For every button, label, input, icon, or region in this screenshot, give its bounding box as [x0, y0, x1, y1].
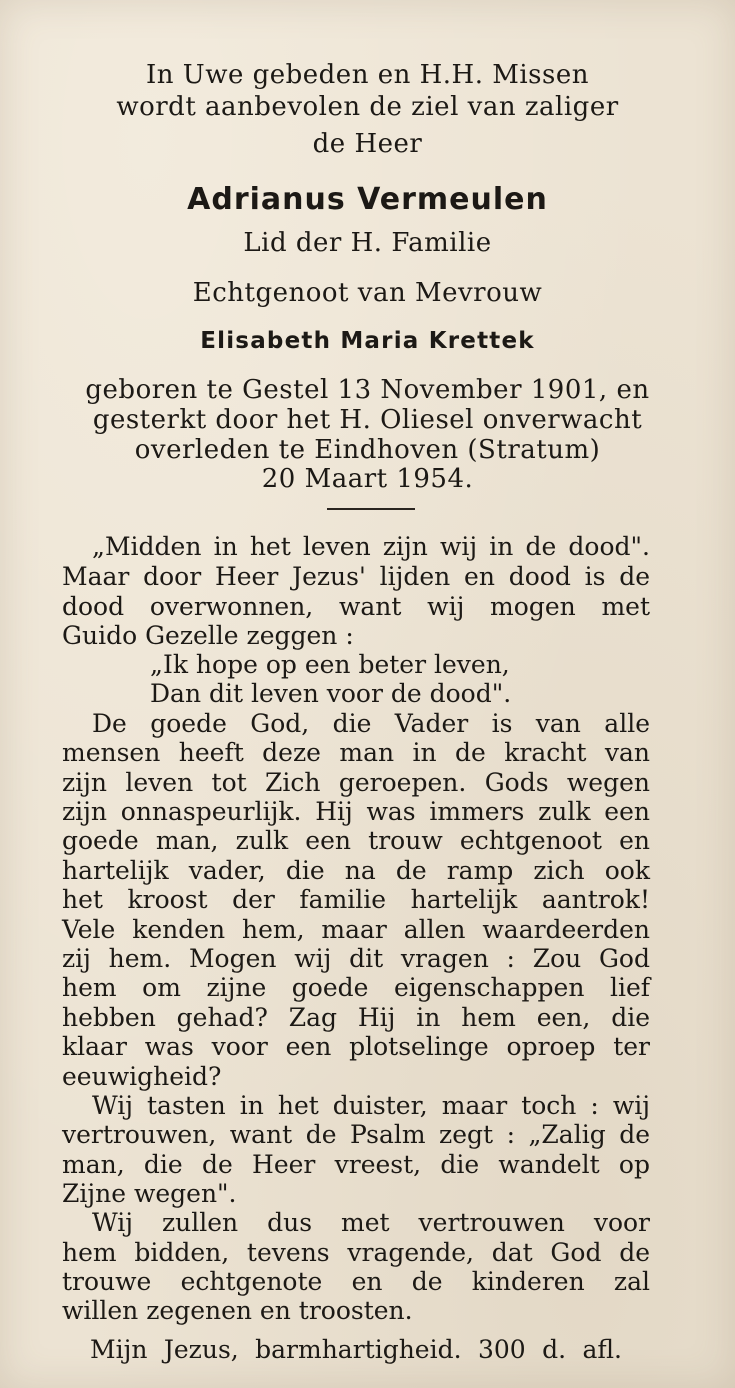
- text-line: Wij zullen dus met vertrouwen voor: [92, 1208, 650, 1237]
- text-line: zij hem. Mogen wij dit vragen : Zou God: [62, 944, 650, 973]
- prayer-line: Mijn Jezus, barmhartigheid. 300 d. afl.: [90, 1335, 622, 1364]
- text-line: hem om zijne goede eigenschappen lief: [62, 973, 650, 1002]
- life-line-3: overleden te Eindhoven (Stratum): [134, 435, 601, 465]
- text-line: het kroost der familie hartelijk aantrok!: [62, 885, 650, 914]
- header-line-3: de Heer: [312, 129, 423, 159]
- text-line: Wij tasten in het duister, maar toch : wij: [92, 1091, 650, 1120]
- text-line: Guido Gezelle zeggen :: [62, 621, 354, 650]
- text-line: „Midden in het leven zijn wij in de dood".: [92, 532, 650, 561]
- text-line: zijn onnaspeurlijk. Hij was immers zulk een: [62, 797, 650, 826]
- membership-line: Lid der H. Familie: [243, 228, 492, 258]
- text-line: trouwe echtgenote en de kinderen zal: [62, 1267, 650, 1296]
- spouse-intro: Echtgenoot van Mevrouw: [192, 278, 543, 308]
- text-line: dood overwonnen, want wij mogen met: [62, 592, 650, 621]
- text-line: Vele kenden hem, maar allen waardeerden: [62, 915, 650, 944]
- text-line: Zijne wegen".: [62, 1179, 237, 1208]
- text-line: man, die de Heer vreest, die wandelt op: [62, 1150, 650, 1179]
- text-line: hartelijk vader, die na de ramp zich ook: [62, 856, 650, 885]
- text-line: Maar door Heer Jezus' lijden en dood is de: [62, 562, 650, 591]
- life-line-4: 20 Maart 1954.: [261, 464, 474, 494]
- text-line: zijn leven tot Zich geroepen. Gods wegen: [62, 768, 650, 797]
- text-line: eeuwigheid?: [62, 1062, 222, 1091]
- text-line: hebben gehad? Zag Hij in hem een, die: [62, 1003, 650, 1032]
- spouse-name: Elisabeth Maria Krettek: [200, 328, 535, 354]
- life-line-1: geboren te Gestel 13 November 1901, en: [85, 375, 650, 405]
- poem-line: „Ik hope op een beter leven,: [150, 650, 510, 679]
- text-line: vertrouwen, want de Psalm zegt : „Zalig de: [62, 1120, 650, 1149]
- header-line-2: wordt aanbevolen de ziel van zaliger: [116, 92, 619, 122]
- header-line-1: In Uwe gebeden en H.H. Missen: [146, 60, 589, 90]
- poem-line: Dan dit leven voor de dood".: [150, 679, 512, 708]
- text-line: hem bidden, tevens vragende, dat God de: [62, 1238, 650, 1267]
- text-line: willen zegenen en troosten.: [62, 1296, 413, 1325]
- divider-rule: [327, 508, 415, 510]
- text-line: De goede God, die Vader is van alle: [92, 709, 650, 738]
- text-line: mensen heeft deze man in de kracht van: [62, 738, 650, 767]
- text-line: goede man, zulk een trouw echtgenoot en: [62, 826, 650, 855]
- text-line: klaar was voor een plotselinge oproep ter: [62, 1032, 650, 1061]
- deceased-name: Adrianus Vermeulen: [187, 182, 548, 217]
- life-line-2: gesterkt door het H. Oliesel onverwacht: [92, 405, 643, 435]
